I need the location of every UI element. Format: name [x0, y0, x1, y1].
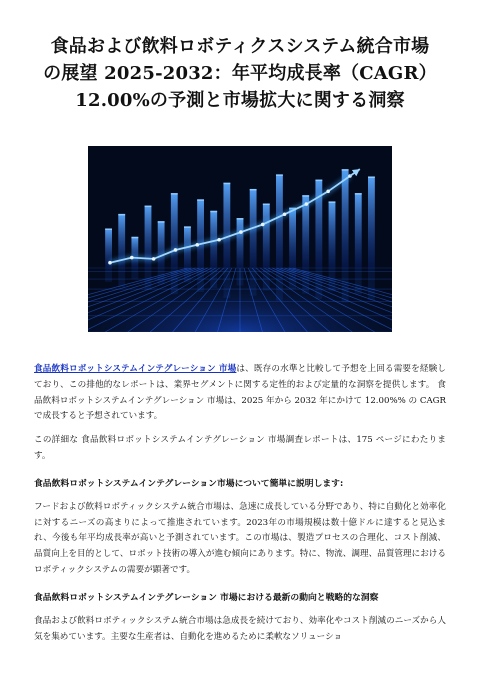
hero-bar-reflection [171, 268, 178, 294]
section-1-body: フードおよび飲料ロボティックシステム統合市場は、急速に成長している分野であり、特に自動化と効率化に対するニーズの高まりによって推進されています。2023年の市場規模は数十億ドルに達すると見込まれ、今後も年平均成長率が高いと予測されています。この市場は、製造プロセスの合理化、コスト削減、品質向上を目的として、ロボット技術の導入が進む傾向にあります。特に、物流、調理、品質管理におけるロボティックシステムの需要が顕著です。 [34, 501, 446, 575]
hero-bar [171, 193, 178, 268]
hero-bar-reflection [329, 268, 336, 291]
hero-bar-cap [210, 211, 217, 213]
hero-bar [131, 237, 138, 268]
title-line-1: 食品および飲料ロボティクスシステム統合市場 [50, 36, 430, 57]
hero-image-growth-chart [88, 146, 392, 332]
hero-bar-cap [158, 221, 165, 223]
report-paragraph: この詳細な 食品飲料ロボットシステムインテグレーション 市場調査レポートは、175 ページにわたります。 [34, 435, 446, 461]
hero-bar-cap [105, 228, 112, 230]
hero-bar [237, 218, 244, 268]
hero-bar-reflection [250, 268, 257, 296]
hero-graphic [88, 146, 392, 332]
hero-bar-reflection [145, 268, 152, 290]
hero-bar-cap [276, 174, 283, 176]
hero-bar-cap [237, 218, 244, 220]
market-link[interactable]: 食品飲料ロボットシステムインテグレーション 市場 [34, 364, 237, 374]
trend-point [174, 248, 178, 252]
hero-bar-cap [263, 204, 270, 206]
hero-bar [355, 193, 362, 268]
hero-bar-reflection [302, 268, 309, 293]
hero-bar [276, 174, 283, 268]
section-1-heading: 食品飲料ロボットシステムインテグレーション市場について簡単に説明します: [34, 478, 344, 489]
hero-bar-cap [302, 195, 309, 197]
intro-text: は、既存の水準と比較して予想を上回る需要を経験しており、この排他的なレポートは、業界セグメントに関する定性的および定量的な洞察を提供します。 食品飲料ロボットシステムインテグレーション 市場は、2025 年から 2032 年にかけて 12.00%% の CAGR で成長すると予想されています。 [34, 364, 446, 422]
hero-bar [289, 208, 296, 268]
hero-bar-reflection [158, 268, 165, 284]
hero-bar-cap [250, 189, 257, 191]
trend-point [283, 212, 287, 216]
hero-bar-cap [197, 199, 204, 201]
hero-bar-cap [131, 237, 138, 239]
trend-point [326, 190, 330, 194]
hero-bar-reflection [263, 268, 270, 291]
hero-bar-cap [171, 193, 178, 195]
hero-bar-cap [368, 176, 375, 178]
hero-bar-cap [223, 183, 230, 185]
hero-bar-reflection [105, 268, 112, 282]
hero-bar-cap [184, 226, 191, 228]
hero-bar-reflection [131, 268, 138, 279]
hero-bar [158, 221, 165, 268]
page-title [22, 33, 458, 114]
hero-bar-reflection [355, 268, 362, 294]
hero-bar-cap [315, 180, 322, 182]
hero-bar-reflection [289, 268, 296, 289]
hero-bar-reflection [118, 268, 125, 287]
section-2-heading: 食品飲料ロボットシステムインテグレーション 市場における最新の動向と戦略的な洞察 [34, 592, 379, 603]
hero-bar-cap [329, 201, 336, 203]
hero-bar-reflection [315, 268, 322, 299]
hero-bar-reflection [276, 268, 283, 301]
hero-bar [329, 201, 336, 268]
hero-bar [263, 204, 270, 268]
trend-point [152, 257, 156, 261]
hero-bar-reflection [197, 268, 204, 292]
trend-point [261, 223, 265, 227]
hero-bar-reflection [184, 268, 191, 283]
hero-bar-reflection [342, 268, 349, 303]
trend-point [217, 238, 221, 242]
hero-bar-cap [118, 214, 125, 216]
hero-bar-reflection [237, 268, 244, 285]
article-body [34, 362, 446, 657]
hero-bar [223, 183, 230, 268]
hero-bar-cap [355, 193, 362, 195]
hero-bar-cap [342, 169, 349, 171]
title-line-3: 12.00%の予測と市場拡大に関する洞察 [75, 90, 405, 111]
hero-bar-cap [145, 206, 152, 208]
section-2-body: 食品および飲料ロボティックシステム統合市場は急成長を続けており、効率化やコスト削減のニーズから人気を集めています。主要な生産者は、自動化を進めるために柔軟なソリューショ [34, 615, 446, 642]
hero-bar [197, 199, 204, 268]
intro-paragraph [34, 362, 446, 425]
hero-bar-reflection [210, 268, 217, 288]
trend-point [195, 243, 199, 247]
title-line-2: の展望 2025-2032：年平均成長率（CAGR） [43, 63, 437, 84]
trend-point [130, 256, 134, 260]
trend-point [108, 261, 112, 265]
hero-bar-reflection [223, 268, 230, 298]
trend-point [305, 202, 309, 206]
hero-bar-reflection [368, 268, 375, 300]
trend-point [239, 230, 243, 234]
hero-bar [368, 176, 375, 268]
